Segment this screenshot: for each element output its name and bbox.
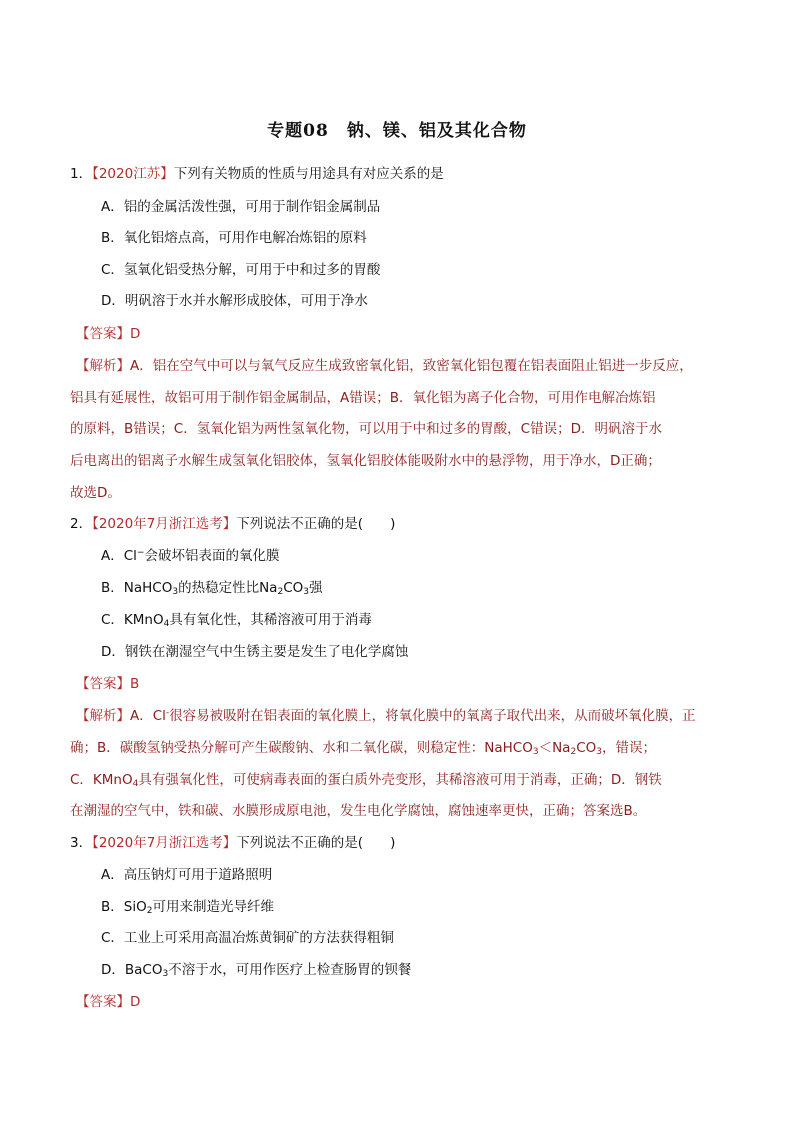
answer-label: 【答案】 [76, 994, 130, 1010]
question-number: 3． [70, 835, 93, 851]
question-source: 【2020年7月浙江选考】 [92, 835, 237, 851]
option-text: B．SiO [101, 899, 147, 915]
question-3-option-c: C．工业上可采用高温冶炼黄铜矿的方法获得粗铜 [101, 930, 394, 946]
question-1-explain-line-1 [76, 356, 693, 376]
question-source: 【2020年7月浙江选考】 [92, 516, 237, 532]
explain-text: A．铝在空气中可以与氧气反应生成致密氧化铝，致密氧化铝包覆在铝表面阻止铝进一步反应， [130, 358, 693, 374]
explain-text: A．Cl [130, 708, 166, 724]
explain-text: 确；B．碳酸氢钠受热分解可产生碳酸钠、水和二氧化碳，则稳定性：NaHCO [70, 740, 533, 756]
answer-value: B [130, 676, 140, 692]
superscript: - [165, 708, 170, 718]
explain-label: 【解析】 [76, 358, 130, 374]
question-3-option-b [101, 897, 274, 917]
question-1-stem-line [70, 164, 444, 184]
option-text: 会破坏铝表面的氧化膜 [144, 548, 280, 564]
superscript: − [136, 548, 145, 558]
subscript: 3 [172, 587, 179, 597]
question-1-option-b: B．氧化铝熔点高，可用作电解冶炼铝的原料 [101, 230, 367, 246]
answer-label: 【答案】 [76, 326, 130, 342]
question-source: 【2020江苏】 [92, 166, 174, 182]
subscript: 4 [132, 779, 139, 789]
answer-value: D [130, 326, 141, 342]
question-2-stem-line [70, 514, 395, 534]
option-text: D．BaCO [101, 962, 163, 978]
option-text: 强 [308, 580, 323, 596]
explain-label: 【解析】 [76, 708, 130, 724]
question-1-explain-line-5: 故选D。 [70, 485, 121, 501]
subscript: 2 [570, 747, 577, 757]
question-stem: 下列说法不正确的是( ) [236, 835, 396, 851]
question-stem: 下列说法不正确的是( ) [236, 516, 396, 532]
subscript: 2 [146, 906, 153, 916]
question-2-explain-line-4: 在潮湿的空气中，铁和碳、水膜形成原电池，发生电化学腐蚀，腐蚀速率更快，正确；答案选B。 [70, 803, 647, 819]
option-text: 可用来制造光导纤维 [152, 899, 274, 915]
question-2-explain-line-2 [70, 738, 656, 758]
subscript: 4 [163, 619, 170, 629]
explain-text: C．KMnO [70, 772, 133, 788]
question-1-option-c: C．氢氧化铝受热分解，可用于中和过多的胃酸 [101, 262, 381, 278]
option-text: B．NaHCO [101, 580, 173, 596]
question-number: 2． [70, 516, 93, 532]
question-2-explain-line-3 [70, 770, 662, 790]
question-1-option-a: A．铝的金属活泼性强，可用于制作铝金属制品 [101, 199, 381, 215]
question-1-option-d: D．明矾溶于水并水解形成胶体，可用于净水 [101, 293, 368, 309]
subscript: 3 [162, 969, 169, 979]
option-text: 具有氧化性，其稀溶液可用于消毒 [169, 612, 372, 628]
subscript: 2 [277, 587, 284, 597]
question-2-answer [76, 674, 139, 694]
explain-text: 很容易被吸附在铝表面的氧化膜上，将氧化膜中的氧离子取代出来，从而破坏氧化膜，正 [169, 708, 696, 724]
question-stem: 下列有关物质的性质与用途具有对应关系的是 [173, 166, 444, 182]
question-3-stem-line [70, 833, 395, 853]
answer-value: D [130, 994, 141, 1010]
question-1-explain-line-2: 铝具有延展性，故铝可用于制作铝金属制品，A错误；B．氧化铝为离子化合物，可用作电解冶炼铝 [70, 390, 656, 406]
question-2-option-a [101, 546, 279, 566]
subscript: 3 [596, 747, 602, 757]
answer-label: 【答案】 [76, 676, 130, 692]
explain-text: ，错误； [601, 740, 656, 756]
question-3-answer [76, 992, 140, 1012]
option-text: 的热稳定性比Na [178, 580, 278, 596]
page-title: 专题08 钠、镁、铝及其化合物 [267, 121, 527, 141]
question-1-explain-line-3: 的原料，B错误；C．氢氧化铝为两性氢氧化物，可以用于中和过多的胃酸，C错误；D．明矾溶于水 [70, 421, 663, 437]
question-3-option-a: A．高压钠灯可用于道路照明 [101, 867, 273, 883]
question-1-explain-line-4: 后电离出的铝离子水解生成氢氧化铝胶体，氢氧化铝胶体能吸附水中的悬浮物，用于净水，D正确； [70, 453, 661, 469]
question-2-option-b [101, 578, 322, 598]
question-3-option-d [101, 960, 411, 980]
question-2-option-c [101, 610, 372, 630]
option-text: A．Cl [101, 548, 137, 564]
explain-text: 具有强氧化性，可使病毒表面的蛋白质外壳变形，其稀溶液可用于消毒，正确；D．钢铁 [138, 772, 662, 788]
subscript: 3 [303, 587, 309, 597]
option-text: CO [283, 580, 304, 596]
question-number: 1． [70, 166, 93, 182]
question-1-answer [76, 324, 140, 344]
subscript: 3 [532, 747, 539, 757]
explain-text: ＜Na [538, 740, 571, 756]
option-text: C．KMnO [101, 612, 164, 628]
option-text: 不溶于水，可用作医疗上检查肠胃的钡餐 [168, 962, 412, 978]
question-2-explain-line-1 [76, 706, 696, 726]
question-2-option-d: D．钢铁在潮湿空气中生锈主要是发生了电化学腐蚀 [101, 644, 409, 660]
explain-text: CO [576, 740, 597, 756]
